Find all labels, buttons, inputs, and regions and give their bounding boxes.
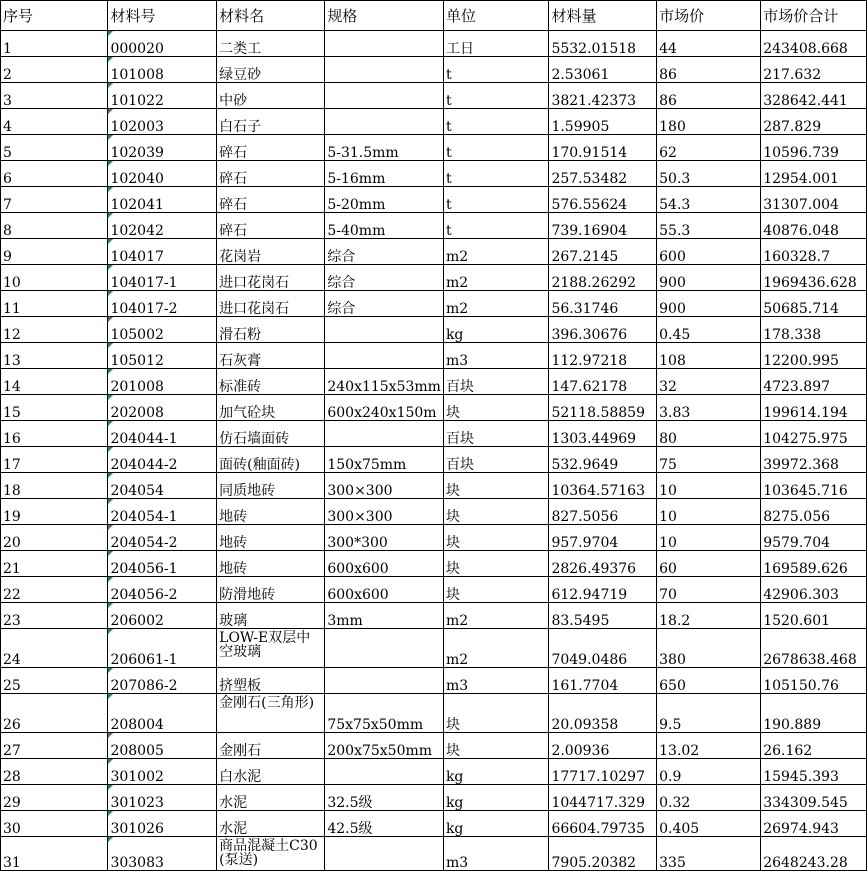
cell-quantity[interactable]: 1303.44969: [549, 421, 657, 447]
cell-market-price[interactable]: 10: [657, 525, 761, 551]
cell-unit[interactable]: kg: [443, 759, 549, 785]
cell-unit[interactable]: 块: [443, 551, 549, 577]
cell-seq[interactable]: 7: [1, 187, 108, 213]
cell-spec[interactable]: [325, 421, 444, 447]
cell-spec[interactable]: [325, 57, 444, 83]
cell-quantity[interactable]: 3821.42373: [549, 83, 657, 109]
cell-market-total[interactable]: 10596.739: [761, 135, 867, 161]
table-row: [1, 31, 867, 57]
table-row: [1, 694, 867, 733]
table-row: [1, 525, 867, 551]
table-row: [1, 668, 867, 694]
cell-market-price[interactable]: 380: [657, 629, 761, 668]
cell-quantity[interactable]: 7905.20382: [549, 837, 657, 871]
table-row: [1, 551, 867, 577]
cell-seq[interactable]: 6: [1, 161, 108, 187]
table-row: [1, 733, 867, 759]
cell-material-code[interactable]: 102042: [108, 213, 217, 239]
table-row: [1, 811, 867, 837]
cell-unit[interactable]: m2: [443, 265, 549, 291]
cell-material-code[interactable]: 208004: [108, 694, 217, 733]
cell-quantity[interactable]: 267.2145: [549, 239, 657, 265]
table-row: [1, 473, 867, 499]
cell-spec[interactable]: 300*300: [325, 525, 444, 551]
cell-unit[interactable]: m2: [443, 629, 549, 668]
cell-spec[interactable]: 综合: [325, 291, 444, 317]
cell-market-total[interactable]: 26.162: [761, 733, 867, 759]
cell-market-price[interactable]: 600: [657, 239, 761, 265]
cell-market-price[interactable]: 80: [657, 421, 761, 447]
cell-unit[interactable]: 百块: [443, 421, 549, 447]
cell-quantity[interactable]: 147.62178: [549, 369, 657, 395]
cell-seq[interactable]: 28: [1, 759, 108, 785]
cell-seq[interactable]: 24: [1, 629, 108, 668]
cell-material-code[interactable]: 204056-2: [108, 577, 217, 603]
cell-spec[interactable]: 600x600: [325, 577, 444, 603]
cell-market-price[interactable]: 50.3: [657, 161, 761, 187]
cell-market-price[interactable]: 180: [657, 109, 761, 135]
cell-quantity[interactable]: 2826.49376: [549, 551, 657, 577]
cell-spec[interactable]: 综合: [325, 265, 444, 291]
table-row: [1, 395, 867, 421]
cell-spec[interactable]: 5-31.5mm: [325, 135, 444, 161]
cell-quantity[interactable]: 161.7704: [549, 668, 657, 694]
cell-market-total[interactable]: 31307.004: [761, 187, 867, 213]
cell-material-name[interactable]: 挤塑板: [217, 668, 325, 694]
cell-spec[interactable]: 综合: [325, 239, 444, 265]
cell-unit[interactable]: 百块: [443, 369, 549, 395]
cell-material-name[interactable]: 滑石粉: [217, 317, 325, 343]
cell-seq[interactable]: 9: [1, 239, 108, 265]
cell-unit[interactable]: t: [443, 57, 549, 83]
table-row: [1, 161, 867, 187]
cell-market-price[interactable]: 18.2: [657, 603, 761, 629]
cell-quantity[interactable]: 5532.01518: [549, 31, 657, 57]
cell-market-total[interactable]: 169589.626: [761, 551, 867, 577]
cell-material-code[interactable]: 204054-2: [108, 525, 217, 551]
cell-market-price[interactable]: 0.32: [657, 785, 761, 811]
cell-market-total[interactable]: 12954.001: [761, 161, 867, 187]
table-row: [1, 785, 867, 811]
cell-quantity[interactable]: 532.9649: [549, 447, 657, 473]
cell-quantity[interactable]: 827.5056: [549, 499, 657, 525]
table-row: [1, 213, 867, 239]
cell-seq[interactable]: 8: [1, 213, 108, 239]
cell-quantity[interactable]: 257.53482: [549, 161, 657, 187]
cell-seq[interactable]: 19: [1, 499, 108, 525]
cell-material-code[interactable]: 204044-2: [108, 447, 217, 473]
cell-market-price[interactable]: 13.02: [657, 733, 761, 759]
cell-market-total[interactable]: 217.632: [761, 57, 867, 83]
cell-seq[interactable]: 31: [1, 837, 108, 871]
cell-market-price[interactable]: 0.45: [657, 317, 761, 343]
cell-spec[interactable]: 32.5级: [325, 785, 444, 811]
cell-unit[interactable]: t: [443, 109, 549, 135]
cell-seq[interactable]: 17: [1, 447, 108, 473]
cell-seq[interactable]: 11: [1, 291, 108, 317]
cell-spec[interactable]: [325, 109, 444, 135]
header-unit[interactable]: 单位: [443, 1, 549, 31]
table-row: [1, 57, 867, 83]
cell-quantity[interactable]: 56.31746: [549, 291, 657, 317]
cell-market-price[interactable]: 10: [657, 499, 761, 525]
cell-material-name[interactable]: 白水泥: [217, 759, 325, 785]
cell-unit[interactable]: 块: [443, 694, 549, 733]
cell-material-code[interactable]: 202008: [108, 395, 217, 421]
cell-market-price[interactable]: 9.5: [657, 694, 761, 733]
cell-market-total[interactable]: 334309.545: [761, 785, 867, 811]
cell-market-price[interactable]: 62: [657, 135, 761, 161]
cell-material-code[interactable]: 102041: [108, 187, 217, 213]
cell-unit[interactable]: t: [443, 135, 549, 161]
cell-seq[interactable]: 2: [1, 57, 108, 83]
cell-unit[interactable]: 块: [443, 525, 549, 551]
cell-material-name[interactable]: 碎石: [217, 161, 325, 187]
table-row: [1, 421, 867, 447]
cell-seq[interactable]: 15: [1, 395, 108, 421]
cell-spec[interactable]: 200x75x50mm: [325, 733, 444, 759]
cell-material-name[interactable]: 花岗岩: [217, 239, 325, 265]
cell-material-code[interactable]: 000020: [108, 31, 217, 57]
cell-unit[interactable]: kg: [443, 811, 549, 837]
cell-seq[interactable]: 29: [1, 785, 108, 811]
cell-unit[interactable]: kg: [443, 785, 549, 811]
cell-unit[interactable]: 块: [443, 577, 549, 603]
cell-quantity[interactable]: 1.59905: [549, 109, 657, 135]
cell-material-name[interactable]: 碎石: [217, 213, 325, 239]
cell-market-price[interactable]: 60: [657, 551, 761, 577]
cell-market-price[interactable]: 335: [657, 837, 761, 871]
cell-material-name[interactable]: 防滑地砖: [217, 577, 325, 603]
cell-market-price[interactable]: 86: [657, 83, 761, 109]
table-row: [1, 83, 867, 109]
cell-unit[interactable]: m3: [443, 837, 549, 871]
table-row: [1, 239, 867, 265]
cell-unit[interactable]: m3: [443, 343, 549, 369]
table-row: [1, 343, 867, 369]
cell-market-total[interactable]: 12200.995: [761, 343, 867, 369]
cell-quantity[interactable]: 7049.0486: [549, 629, 657, 668]
cell-market-total[interactable]: 287.829: [761, 109, 867, 135]
cell-material-code[interactable]: 102039: [108, 135, 217, 161]
header-material-name[interactable]: 材料名: [217, 1, 325, 31]
cell-market-price[interactable]: 70: [657, 577, 761, 603]
cell-material-name[interactable]: 面砖(釉面砖): [217, 447, 325, 473]
cell-spec[interactable]: [325, 759, 444, 785]
cell-material-code[interactable]: 301002: [108, 759, 217, 785]
cell-material-name[interactable]: 进口花岗石: [217, 265, 325, 291]
cell-material-name[interactable]: 地砖: [217, 551, 325, 577]
cell-material-name[interactable]: 进口花岗石: [217, 291, 325, 317]
table-row: [1, 291, 867, 317]
cell-market-price[interactable]: 10: [657, 473, 761, 499]
cell-market-total[interactable]: 8275.056: [761, 499, 867, 525]
cell-market-total[interactable]: 105150.76: [761, 668, 867, 694]
cell-quantity[interactable]: 957.9704: [549, 525, 657, 551]
cell-material-name[interactable]: 碎石: [217, 135, 325, 161]
cell-market-total[interactable]: 1520.601: [761, 603, 867, 629]
cell-material-code[interactable]: 101008: [108, 57, 217, 83]
cell-material-code[interactable]: 204044-1: [108, 421, 217, 447]
cell-quantity[interactable]: 739.16904: [549, 213, 657, 239]
table-row: [1, 317, 867, 343]
cell-spec[interactable]: 3mm: [325, 603, 444, 629]
cell-market-price[interactable]: 0.405: [657, 811, 761, 837]
cell-seq[interactable]: 22: [1, 577, 108, 603]
table-row: [1, 759, 867, 785]
cell-material-name[interactable]: 地砖: [217, 525, 325, 551]
cell-quantity[interactable]: 66604.79735: [549, 811, 657, 837]
cell-seq[interactable]: 1: [1, 31, 108, 57]
cell-market-price[interactable]: 75: [657, 447, 761, 473]
cell-quantity[interactable]: 20.09358: [549, 694, 657, 733]
cell-material-name[interactable]: 同质地砖: [217, 473, 325, 499]
cell-quantity[interactable]: 83.5495: [549, 603, 657, 629]
cell-market-price[interactable]: 44: [657, 31, 761, 57]
cell-spec[interactable]: 42.5级: [325, 811, 444, 837]
cell-unit[interactable]: t: [443, 187, 549, 213]
cell-seq[interactable]: 10: [1, 265, 108, 291]
cell-spec[interactable]: 600x240x150m: [325, 395, 444, 421]
cell-spec[interactable]: [325, 343, 444, 369]
cell-spec[interactable]: 75x75x50mm: [325, 694, 444, 733]
cell-market-price[interactable]: 3.83: [657, 395, 761, 421]
table-row: [1, 265, 867, 291]
cell-seq[interactable]: 4: [1, 109, 108, 135]
cell-unit[interactable]: 工日: [443, 31, 549, 57]
cell-quantity[interactable]: 17717.10297: [549, 759, 657, 785]
cell-market-price[interactable]: 0.9: [657, 759, 761, 785]
table-row: [1, 135, 867, 161]
cell-quantity[interactable]: 576.55624: [549, 187, 657, 213]
cell-quantity[interactable]: 2188.26292: [549, 265, 657, 291]
cell-seq[interactable]: 26: [1, 694, 108, 733]
cell-quantity[interactable]: 170.91514: [549, 135, 657, 161]
cell-material-name[interactable]: 水泥: [217, 811, 325, 837]
table-row: [1, 187, 867, 213]
cell-market-total[interactable]: 243408.668: [761, 31, 867, 57]
cell-spec[interactable]: 5-16mm: [325, 161, 444, 187]
cell-material-name[interactable]: 金刚石: [217, 733, 325, 759]
cell-spec[interactable]: 600x600: [325, 551, 444, 577]
cell-market-price[interactable]: 900: [657, 265, 761, 291]
cell-material-code[interactable]: 204054-1: [108, 499, 217, 525]
header-market-total[interactable]: 市场价合计: [761, 1, 867, 31]
cell-material-code[interactable]: 208005: [108, 733, 217, 759]
cell-material-name[interactable]: 碎石: [217, 187, 325, 213]
cell-spec[interactable]: [325, 31, 444, 57]
header-quantity[interactable]: 材料量: [549, 1, 657, 31]
table-row: [1, 369, 867, 395]
cell-material-code[interactable]: 301026: [108, 811, 217, 837]
cell-spec[interactable]: [325, 837, 444, 871]
cell-seq[interactable]: 5: [1, 135, 108, 161]
cell-unit[interactable]: t: [443, 161, 549, 187]
cell-seq[interactable]: 30: [1, 811, 108, 837]
cell-seq[interactable]: 16: [1, 421, 108, 447]
cell-material-name[interactable]: 二类工: [217, 31, 325, 57]
table-row: [1, 447, 867, 473]
cell-market-total[interactable]: 15945.393: [761, 759, 867, 785]
cell-material-name[interactable]: 绿豆砂: [217, 57, 325, 83]
cell-material-code[interactable]: 201008: [108, 369, 217, 395]
cell-spec[interactable]: [325, 83, 444, 109]
header-spec[interactable]: 规格: [325, 1, 444, 31]
cell-unit[interactable]: 块: [443, 473, 549, 499]
cell-material-name[interactable]: LOW-E双层中空玻璃: [217, 629, 325, 668]
cell-market-price[interactable]: 32: [657, 369, 761, 395]
cell-material-code[interactable]: 102003: [108, 109, 217, 135]
cell-material-name[interactable]: 石灰膏: [217, 343, 325, 369]
cell-spec[interactable]: [325, 317, 444, 343]
cell-quantity[interactable]: 2.53061: [549, 57, 657, 83]
cell-market-total[interactable]: 40876.048: [761, 213, 867, 239]
cell-material-name[interactable]: 中砂: [217, 83, 325, 109]
cell-material-name[interactable]: 地砖: [217, 499, 325, 525]
cell-seq[interactable]: 25: [1, 668, 108, 694]
cell-quantity[interactable]: 10364.57163: [549, 473, 657, 499]
cell-market-total[interactable]: 103645.716: [761, 473, 867, 499]
cell-material-code[interactable]: 301023: [108, 785, 217, 811]
header-seq[interactable]: 序号: [1, 1, 108, 31]
cell-spec[interactable]: [325, 668, 444, 694]
table-row: [1, 629, 867, 668]
cell-unit[interactable]: kg: [443, 317, 549, 343]
cell-unit[interactable]: m2: [443, 603, 549, 629]
cell-seq[interactable]: 12: [1, 317, 108, 343]
cell-material-name[interactable]: 仿石墙面砖: [217, 421, 325, 447]
cell-material-code[interactable]: 303083: [108, 837, 217, 871]
cell-market-total[interactable]: 39972.368: [761, 447, 867, 473]
cell-market-total[interactable]: 199614.194: [761, 395, 867, 421]
cell-material-code[interactable]: 206002: [108, 603, 217, 629]
cell-market-total[interactable]: 2648243.28: [761, 837, 867, 871]
cell-material-name[interactable]: 玻璃: [217, 603, 325, 629]
cell-material-code[interactable]: 104017-1: [108, 265, 217, 291]
header-market-price[interactable]: 市场价: [657, 1, 761, 31]
cell-material-code[interactable]: 105012: [108, 343, 217, 369]
cell-seq[interactable]: 20: [1, 525, 108, 551]
cell-unit[interactable]: 块: [443, 395, 549, 421]
cell-market-total[interactable]: 328642.441: [761, 83, 867, 109]
cell-material-code[interactable]: 101022: [108, 83, 217, 109]
cell-unit[interactable]: m3: [443, 668, 549, 694]
cell-material-code[interactable]: 204054: [108, 473, 217, 499]
cell-market-price[interactable]: 650: [657, 668, 761, 694]
cell-market-total[interactable]: 1969436.628: [761, 265, 867, 291]
cell-spec[interactable]: [325, 629, 444, 668]
cell-material-code[interactable]: 204056-1: [108, 551, 217, 577]
cell-spec[interactable]: 300×300: [325, 499, 444, 525]
cell-seq[interactable]: 3: [1, 83, 108, 109]
cell-quantity[interactable]: 2.00936: [549, 733, 657, 759]
cell-market-total[interactable]: 50685.714: [761, 291, 867, 317]
cell-quantity[interactable]: 1044717.329: [549, 785, 657, 811]
cell-unit[interactable]: m2: [443, 239, 549, 265]
cell-market-total[interactable]: 178.338: [761, 317, 867, 343]
cell-seq[interactable]: 23: [1, 603, 108, 629]
cell-market-total[interactable]: 26974.943: [761, 811, 867, 837]
cell-unit[interactable]: t: [443, 213, 549, 239]
cell-material-name[interactable]: 加气砼块: [217, 395, 325, 421]
cell-seq[interactable]: 14: [1, 369, 108, 395]
cell-seq[interactable]: 13: [1, 343, 108, 369]
cell-market-price[interactable]: 900: [657, 291, 761, 317]
cell-material-code[interactable]: 104017: [108, 239, 217, 265]
cell-material-name[interactable]: 标准砖: [217, 369, 325, 395]
cell-seq[interactable]: 18: [1, 473, 108, 499]
cell-unit[interactable]: t: [443, 83, 549, 109]
cell-spec[interactable]: 150x75mm: [325, 447, 444, 473]
cell-market-total[interactable]: 104275.975: [761, 421, 867, 447]
cell-spec[interactable]: 5-40mm: [325, 213, 444, 239]
cell-seq[interactable]: 27: [1, 733, 108, 759]
cell-market-price[interactable]: 55.3: [657, 213, 761, 239]
cell-quantity[interactable]: 112.97218: [549, 343, 657, 369]
header-row: [1, 1, 867, 31]
cell-spec[interactable]: 240x115x53mm: [325, 369, 444, 395]
cell-unit[interactable]: m2: [443, 291, 549, 317]
cell-material-name[interactable]: 水泥: [217, 785, 325, 811]
cell-market-total[interactable]: 9579.704: [761, 525, 867, 551]
cell-quantity[interactable]: 52118.58859: [549, 395, 657, 421]
cell-market-price[interactable]: 108: [657, 343, 761, 369]
cell-market-total[interactable]: 42906.303: [761, 577, 867, 603]
cell-quantity[interactable]: 396.30676: [549, 317, 657, 343]
table-row: [1, 499, 867, 525]
cell-market-price[interactable]: 54.3: [657, 187, 761, 213]
cell-material-code[interactable]: 104017-2: [108, 291, 217, 317]
cell-material-name[interactable]: 白石子: [217, 109, 325, 135]
cell-material-name[interactable]: 商品混凝土C30(泵送): [217, 837, 325, 871]
table-row: [1, 837, 867, 871]
table-row: [1, 109, 867, 135]
cell-material-code[interactable]: 105002: [108, 317, 217, 343]
cell-seq[interactable]: 21: [1, 551, 108, 577]
cell-material-code[interactable]: 102040: [108, 161, 217, 187]
table-row: [1, 577, 867, 603]
cell-spec[interactable]: 300×300: [325, 473, 444, 499]
cell-market-price[interactable]: 86: [657, 57, 761, 83]
cell-market-total[interactable]: 2678638.468: [761, 629, 867, 668]
cell-spec[interactable]: 5-20mm: [325, 187, 444, 213]
cell-unit[interactable]: 块: [443, 733, 549, 759]
cell-market-total[interactable]: 4723.897: [761, 369, 867, 395]
header-material-code[interactable]: 材料号: [108, 1, 217, 31]
cell-material-code[interactable]: 206061-1: [108, 629, 217, 668]
cell-market-total[interactable]: 160328.7: [761, 239, 867, 265]
cell-material-name[interactable]: 金刚石(三角形): [217, 694, 325, 733]
cell-unit[interactable]: 块: [443, 499, 549, 525]
cell-unit[interactable]: 百块: [443, 447, 549, 473]
cell-market-total[interactable]: 190.889: [761, 694, 867, 733]
table-row: [1, 603, 867, 629]
cell-material-code[interactable]: 207086-2: [108, 668, 217, 694]
cell-quantity[interactable]: 612.94719: [549, 577, 657, 603]
